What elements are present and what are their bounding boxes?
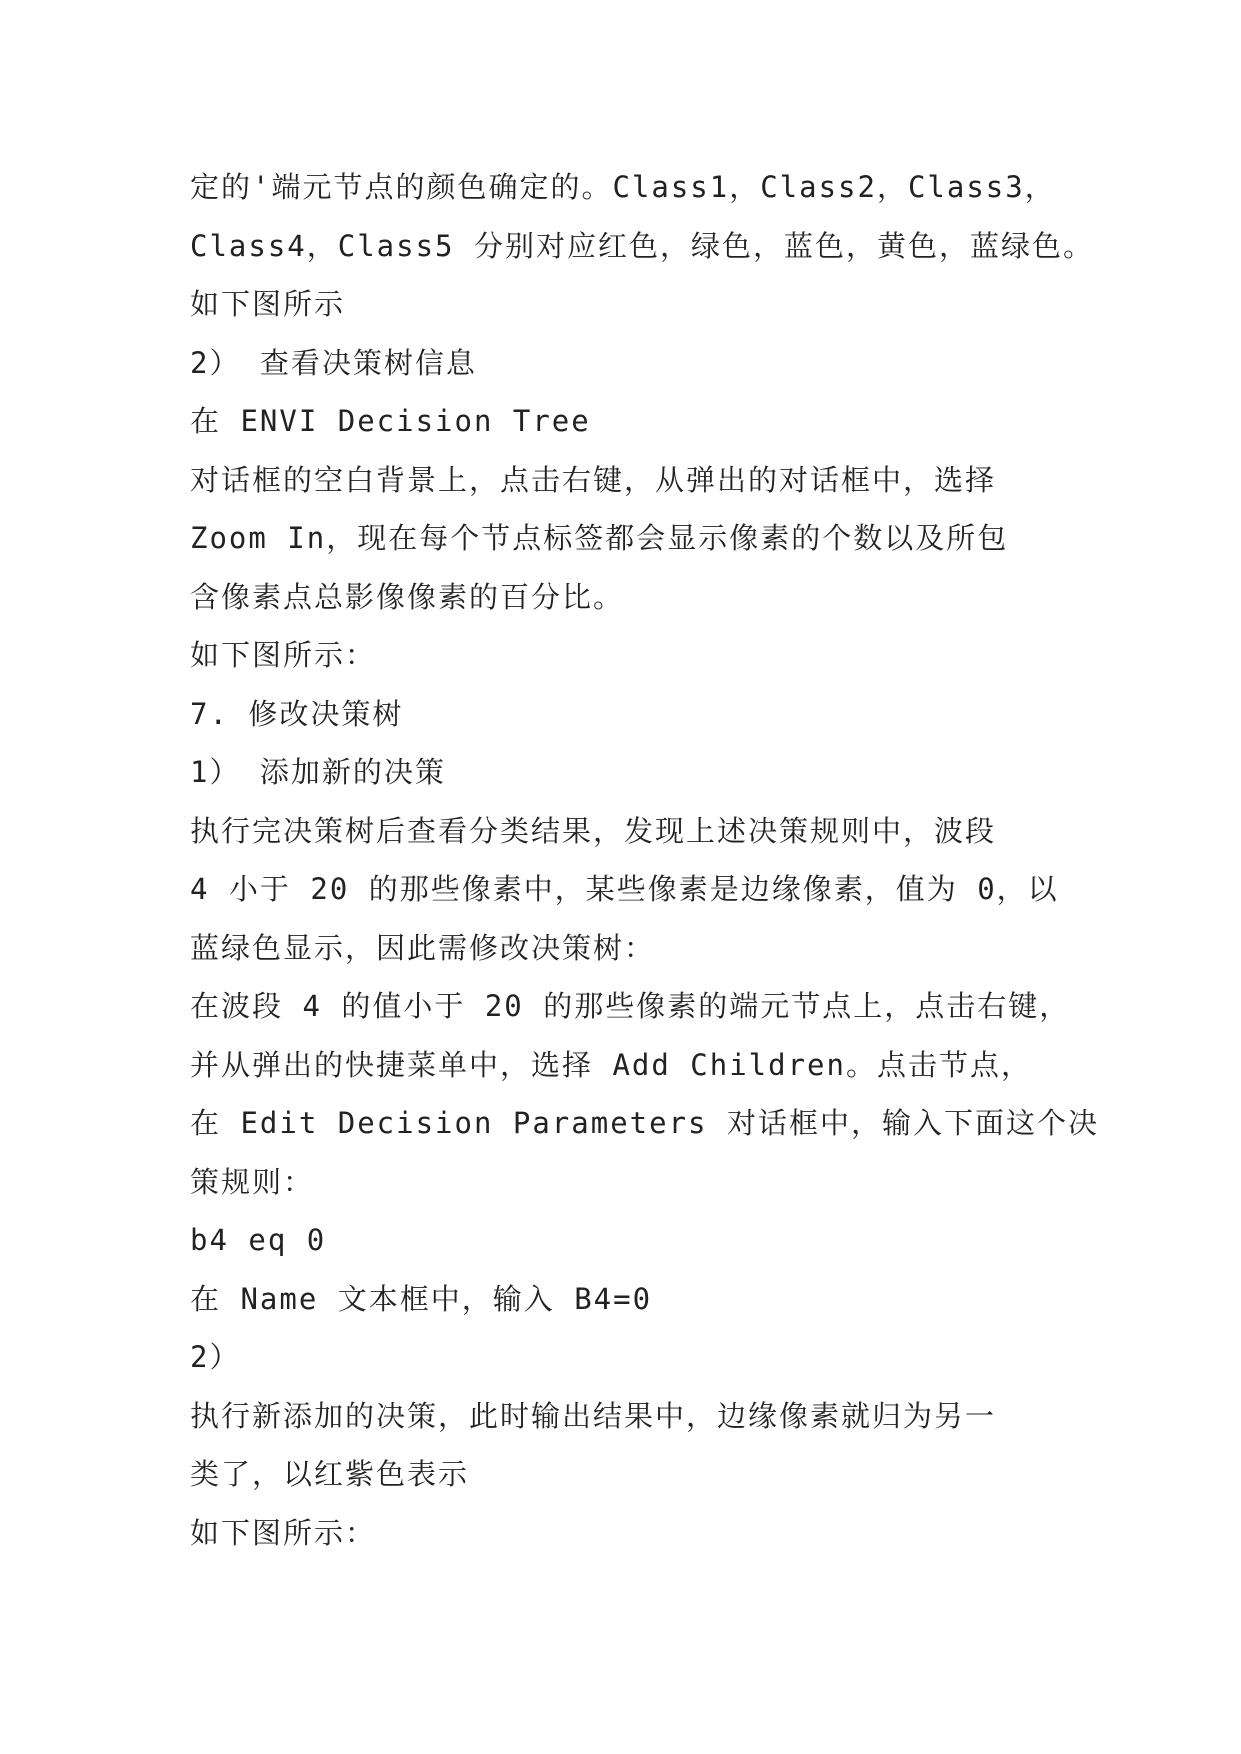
text-line: 在 ENVI Decision Tree: [190, 404, 591, 438]
text-line: Zoom In，现在每个节点标签都会显示像素的个数以及所包: [190, 521, 1009, 555]
text-line: 并从弹出的快捷菜单中，选择 Add Children。点击节点，: [190, 1047, 1032, 1082]
section-heading: 7. 修改决策树: [190, 696, 404, 731]
text-line: 如下图所示: [190, 287, 346, 321]
text-line: 在波段 4 的值小于 20 的那些像素的端元节点上，点击右键，: [190, 989, 1071, 1023]
text-line: 4 小于 20 的那些像素中，某些像素是边缘像素，值为 0，以: [190, 872, 1059, 906]
text-line: 执行新添加的决策，此时输出结果中，边缘像素就归为另一: [190, 1398, 997, 1433]
section-heading: 2）: [190, 1340, 241, 1374]
code-line: b4 eq 0: [190, 1223, 327, 1257]
document-body: [190, 158, 1099, 1562]
section-heading: 2） 查看决策树信息: [190, 345, 477, 380]
text-line: 执行完决策树后查看分类结果，发现上述决策规则中，波段: [190, 813, 997, 848]
text-line: 策规则：: [190, 1164, 315, 1199]
text-line: 类了，以红紫色表示: [190, 1457, 470, 1491]
text-line: 定的'端元节点的颜色确定的。Class1，Class2，Class3，: [190, 170, 1056, 204]
text-line: 含像素点总影像像素的百分比。: [190, 579, 625, 614]
text-line: 在 Name 文本框中，输入 B4=0: [190, 1281, 653, 1316]
section-heading: 1） 添加新的决策: [190, 755, 446, 789]
text-line: 在 Edit Decision Parameters 对话框中，输入下面这个决: [190, 1106, 1099, 1140]
text-line: 蓝绿色显示，因此需修改决策树：: [190, 930, 656, 965]
text-line: 如下图所示：: [190, 638, 377, 672]
text-line: 如下图所示：: [190, 1515, 377, 1550]
text-line: Class4，Class5 分别对应红色，绿色，蓝色，黄色，蓝绿色。: [190, 228, 1094, 263]
text-line: 对话框的空白背景上，点击右键，从弹出的对话框中，选择: [190, 462, 997, 497]
